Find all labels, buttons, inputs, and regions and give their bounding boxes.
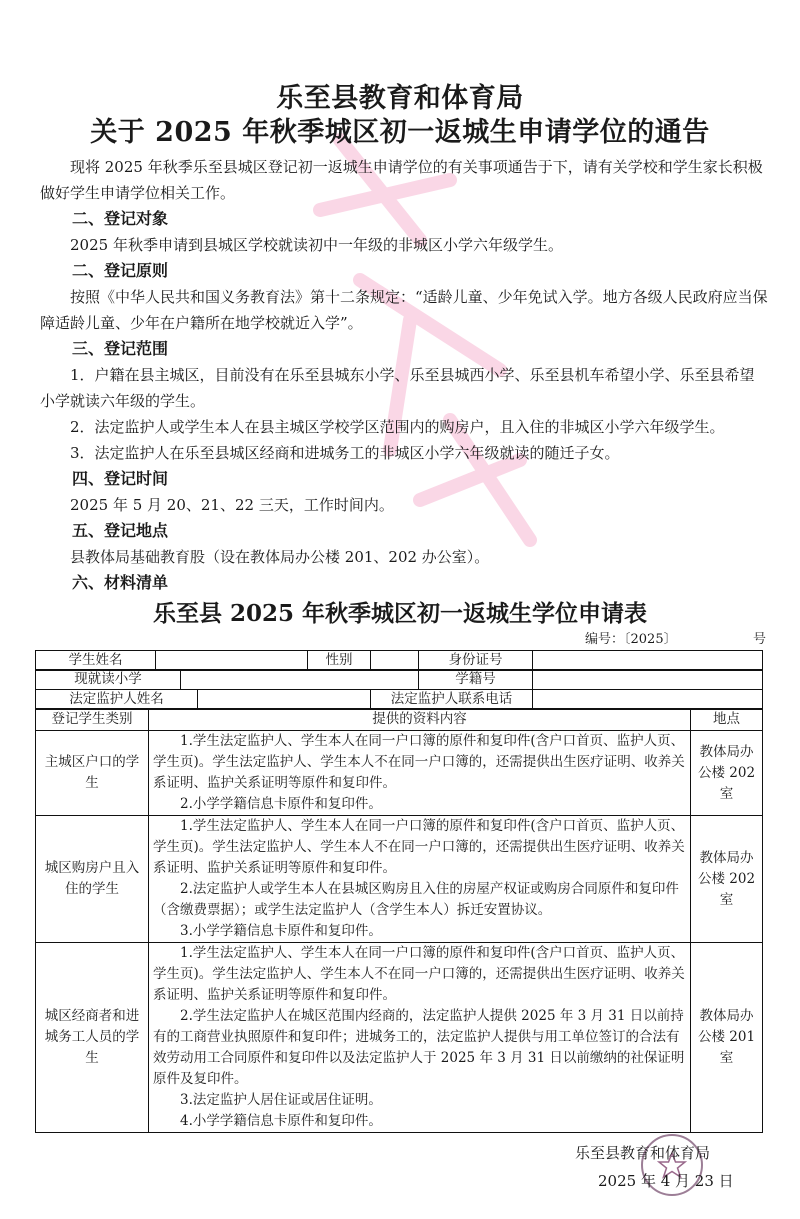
material-item: 2.法定监护人或学生本人在县城区购房且入住的房屋产权证或购房合同原件和复印件（含缴费票据）；或学生法定监护人（含学生本人）拆迁安置协议。 — [153, 881, 679, 919]
materials-cell — [149, 731, 691, 816]
applicant-info-table — [35, 650, 763, 671]
guardian-name-field[interactable] — [198, 689, 371, 709]
serial-label: 编号：〔2025〕 — [585, 632, 677, 647]
category-cell: 主城区户口的学生 — [36, 731, 149, 816]
gender-label: 性别 — [308, 651, 371, 671]
paragraph: 1．户籍在县主城区，目前没有在乐至县城东小学、乐至县城西小学、乐至县机车希望小学、乐至县希望小学就读六年级的学生。 — [40, 366, 755, 410]
signature-block — [0, 1139, 800, 1209]
materials-header: 提供的资料内容 — [149, 709, 691, 731]
table-row — [36, 816, 763, 943]
section-heading: 五、登记地点 — [72, 521, 169, 540]
current-school-label: 现就读小学 — [36, 670, 181, 690]
table-row — [36, 943, 763, 1133]
material-item: 3.小学学籍信息卡原件和复印件。 — [180, 923, 382, 940]
section-heading: 六、材料清单 — [72, 573, 169, 592]
location-cell: 教体局办公楼 201 室 — [691, 943, 763, 1133]
category-cell: 城区购房户且入住的学生 — [36, 816, 149, 943]
paragraph: 县教体局基础教育股（设在教体局办公楼 201、202 办公室）。 — [70, 548, 490, 566]
material-item: 2.学生法定监护人在城区范围内经商的，法定监护人提供 2025 年 3 月 31 日以前持有的工商营业执照原件和复印件；进城务工的，法定监护人提供与用工单位签订的合法有效劳动用工合同原件和复印件以及法定监护人于 2025 年 3 月 31 日以前缴纳的社保证明原件及复印件。 — [153, 1008, 685, 1088]
paragraph: 2．法定监护人或学生本人在县主城区学校学区范围内的购房户，且入住的非城区小学六年级学生。 — [70, 418, 725, 436]
section-heading: 二、登记原则 — [72, 261, 169, 280]
category-cell: 城区经商者和进城务工人员的学生 — [36, 943, 149, 1133]
materials-cell — [149, 943, 691, 1133]
guardian-phone-label: 法定监护人联系电话 — [371, 689, 533, 709]
section-heading: 四、登记时间 — [72, 469, 169, 488]
material-item: 1.学生法定监护人、学生本人在同一户口簿的原件和复印件(含户口首页、监护人页、学生页)。学生法定监护人、学生本人不在同一户口簿的，还需提供出生医疗证明、收养关系证明、监护关系证明等原件和复印件。 — [153, 945, 685, 1004]
table-row — [36, 731, 763, 816]
issuer-title: 乐至县教育和体育局 — [276, 83, 524, 114]
id-number-label: 身份证号 — [419, 651, 533, 671]
current-school-field[interactable] — [181, 670, 419, 690]
section-heading: 二、登记对象 — [72, 209, 169, 228]
gender-field[interactable] — [371, 651, 419, 671]
signature-issuer: 乐至县教育和体育局 — [575, 1144, 711, 1163]
paragraph: 现将 2025 年秋季乐至县城区登记初一返城生申请学位的有关事项通告于下，请有关学校和学生家长积极做好学生申请学位相关工作。 — [40, 158, 763, 202]
student-number-label: 学籍号 — [419, 670, 533, 690]
paragraph: 2025 年 5 月 20、21、22 三天，工作时间内。 — [70, 496, 394, 514]
serial-number — [585, 630, 800, 650]
document-flow — [0, 154, 800, 1209]
material-item: 2.小学学籍信息卡原件和复印件。 — [180, 796, 382, 813]
materials-cell — [149, 816, 691, 943]
guardian-phone-field[interactable] — [533, 689, 763, 709]
notice-title: 关于 2025 年秋季城区初一返城生申请学位的通告 — [90, 117, 710, 148]
notice-body — [40, 154, 768, 596]
form-title: 乐至县 2025 年秋季城区初一返城生学位申请表 — [152, 600, 648, 627]
material-item: 1.学生法定监护人、学生本人在同一户口簿的原件和复印件(含户口首页、监护人页、学生页)。学生法定监护人、学生本人不在同一户口簿的，还需提供出生医疗证明、收养关系证明、监护关系证明等原件和复印件。 — [153, 818, 685, 877]
school-info-table — [35, 669, 763, 690]
location-cell: 教体局办公楼 202 室 — [691, 731, 763, 816]
guardian-info-table — [35, 689, 763, 710]
location-cell: 教体局办公楼 202 室 — [691, 816, 763, 943]
material-item: 4.小学学籍信息卡原件和复印件。 — [180, 1113, 382, 1130]
guardian-name-label: 法定监护人姓名 — [36, 689, 198, 709]
signature-date: 2025 年 4 月 23 日 — [598, 1172, 734, 1191]
materials-table — [35, 708, 763, 1133]
section-heading: 三、登记范围 — [72, 339, 169, 358]
category-header: 登记学生类别 — [36, 709, 149, 731]
student-name-label: 学生姓名 — [36, 651, 156, 671]
paragraph: 2025 年秋季申请到县城区学校就读初中一年级的非城区小学六年级学生。 — [70, 236, 563, 254]
location-header: 地点 — [691, 709, 763, 731]
id-number-field[interactable] — [533, 651, 763, 671]
paragraph: 按照《中华人民共和国义务教育法》第十二条规定：“适龄儿童、少年免试入学。地方各级人民政府应当保障适龄儿童、少年在户籍所在地学校就近入学”。 — [40, 288, 768, 332]
material-item: 3.法定监护人居住证或居住证明。 — [180, 1092, 382, 1109]
material-item: 1.学生法定监护人、学生本人在同一户口簿的原件和复印件(含户口首页、监护人页、学生页)。学生法定监护人、学生本人不在同一户口簿的，还需提供出生医疗证明、收养关系证明、监护关系证明等原件和复印件。 — [153, 733, 685, 792]
student-number-field[interactable] — [533, 670, 763, 690]
student-name-field[interactable] — [156, 651, 308, 671]
serial-suffix: 号 — [753, 632, 767, 647]
paragraph: 3．法定监护人在乐至县城区经商和进城务工的非城区小学六年级就读的随迁子女。 — [70, 444, 620, 462]
